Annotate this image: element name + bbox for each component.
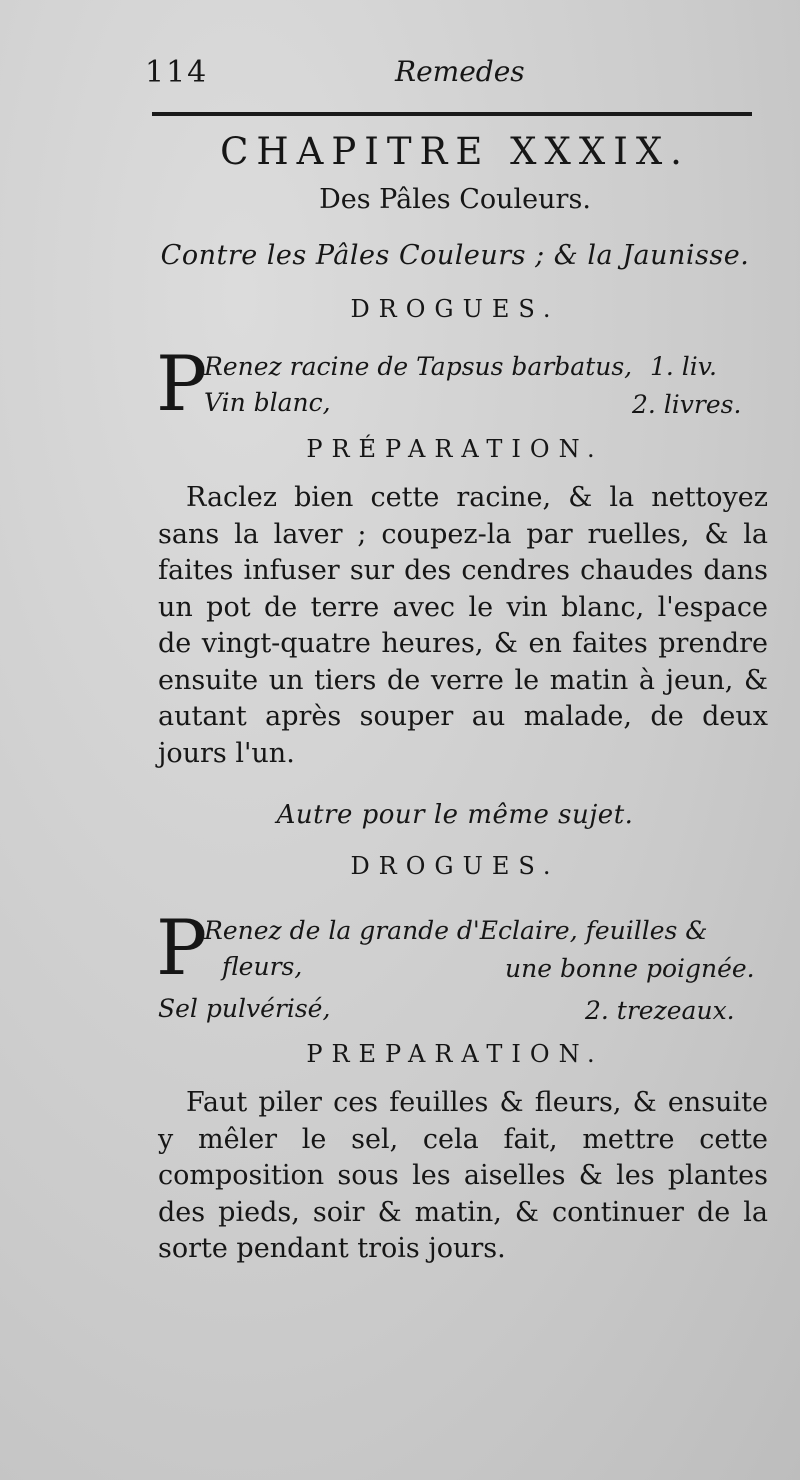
chapter-subtitle: Des Pâles Couleurs. — [319, 184, 591, 215]
recipe1-qty-2: 2. livres. — [632, 390, 742, 419]
recipe1-prep-heading: PRÉPARATION. — [306, 435, 604, 463]
recipe2-qty-3: 2. trezeaux. — [585, 996, 735, 1025]
recipe1-ingredient-2: Vin blanc, — [204, 388, 331, 417]
recipe2-drugs-heading: DROGUES. — [350, 852, 560, 880]
chapter-title: CHAPITRE XXXIX. — [220, 130, 690, 173]
recipe1-title: Contre les Pâles Couleurs ; & la Jaunisse. — [160, 240, 750, 271]
header-rule — [152, 112, 752, 116]
running-head — [145, 55, 755, 95]
recipe1-qty-1: 1. liv. — [650, 352, 717, 381]
recipe2-title: Autre pour le même sujet. — [276, 800, 634, 830]
recipe2-ingredient-2: fleurs, — [222, 952, 303, 981]
recipe2-prep-text — [158, 1085, 768, 1268]
recipe2-ingredient-3: Sel pulvérisé, — [158, 994, 331, 1023]
recipe2-prep-body: Faut piler ces feuilles & fleurs, & ensuite y mêler le sel, cela fait, mettre cette composition sous les aiselles & les plantes des pieds, soir & matin, & continuer de la sorte pendant trois jours. — [158, 1087, 768, 1264]
recipe1-prep-body: Raclez bien cette racine, & la nettoyez sans la laver ; coupez-la par ruelles, & la faites infuser sur des cendres chaudes dans un pot de terre avec le vin blanc, l'espace de vingt-quatre heures, & en faites prendre ensuite un tiers de verre le matin à jeun, & autant après souper au malade, de deux jours l'un. — [158, 482, 768, 769]
page-number: 114 — [145, 55, 209, 90]
recipe2-drop-initial: P — [156, 903, 208, 992]
recipe2-qty-2: une bonne poignée. — [505, 954, 755, 983]
recipe2-prep-heading: PREPARATION. — [306, 1040, 604, 1068]
recipe1-drop-initial: P — [156, 339, 208, 428]
recipe1-prep-text — [158, 480, 768, 772]
recipe1-ingredient-1: Renez racine de Tapsus barbatus, — [204, 352, 633, 381]
recipe2-ingredient-1: Renez de la grande d'Eclaire, feuilles & — [204, 916, 708, 945]
recipe1-drugs-heading: DROGUES. — [350, 295, 560, 323]
running-title: Remedes — [395, 55, 525, 88]
